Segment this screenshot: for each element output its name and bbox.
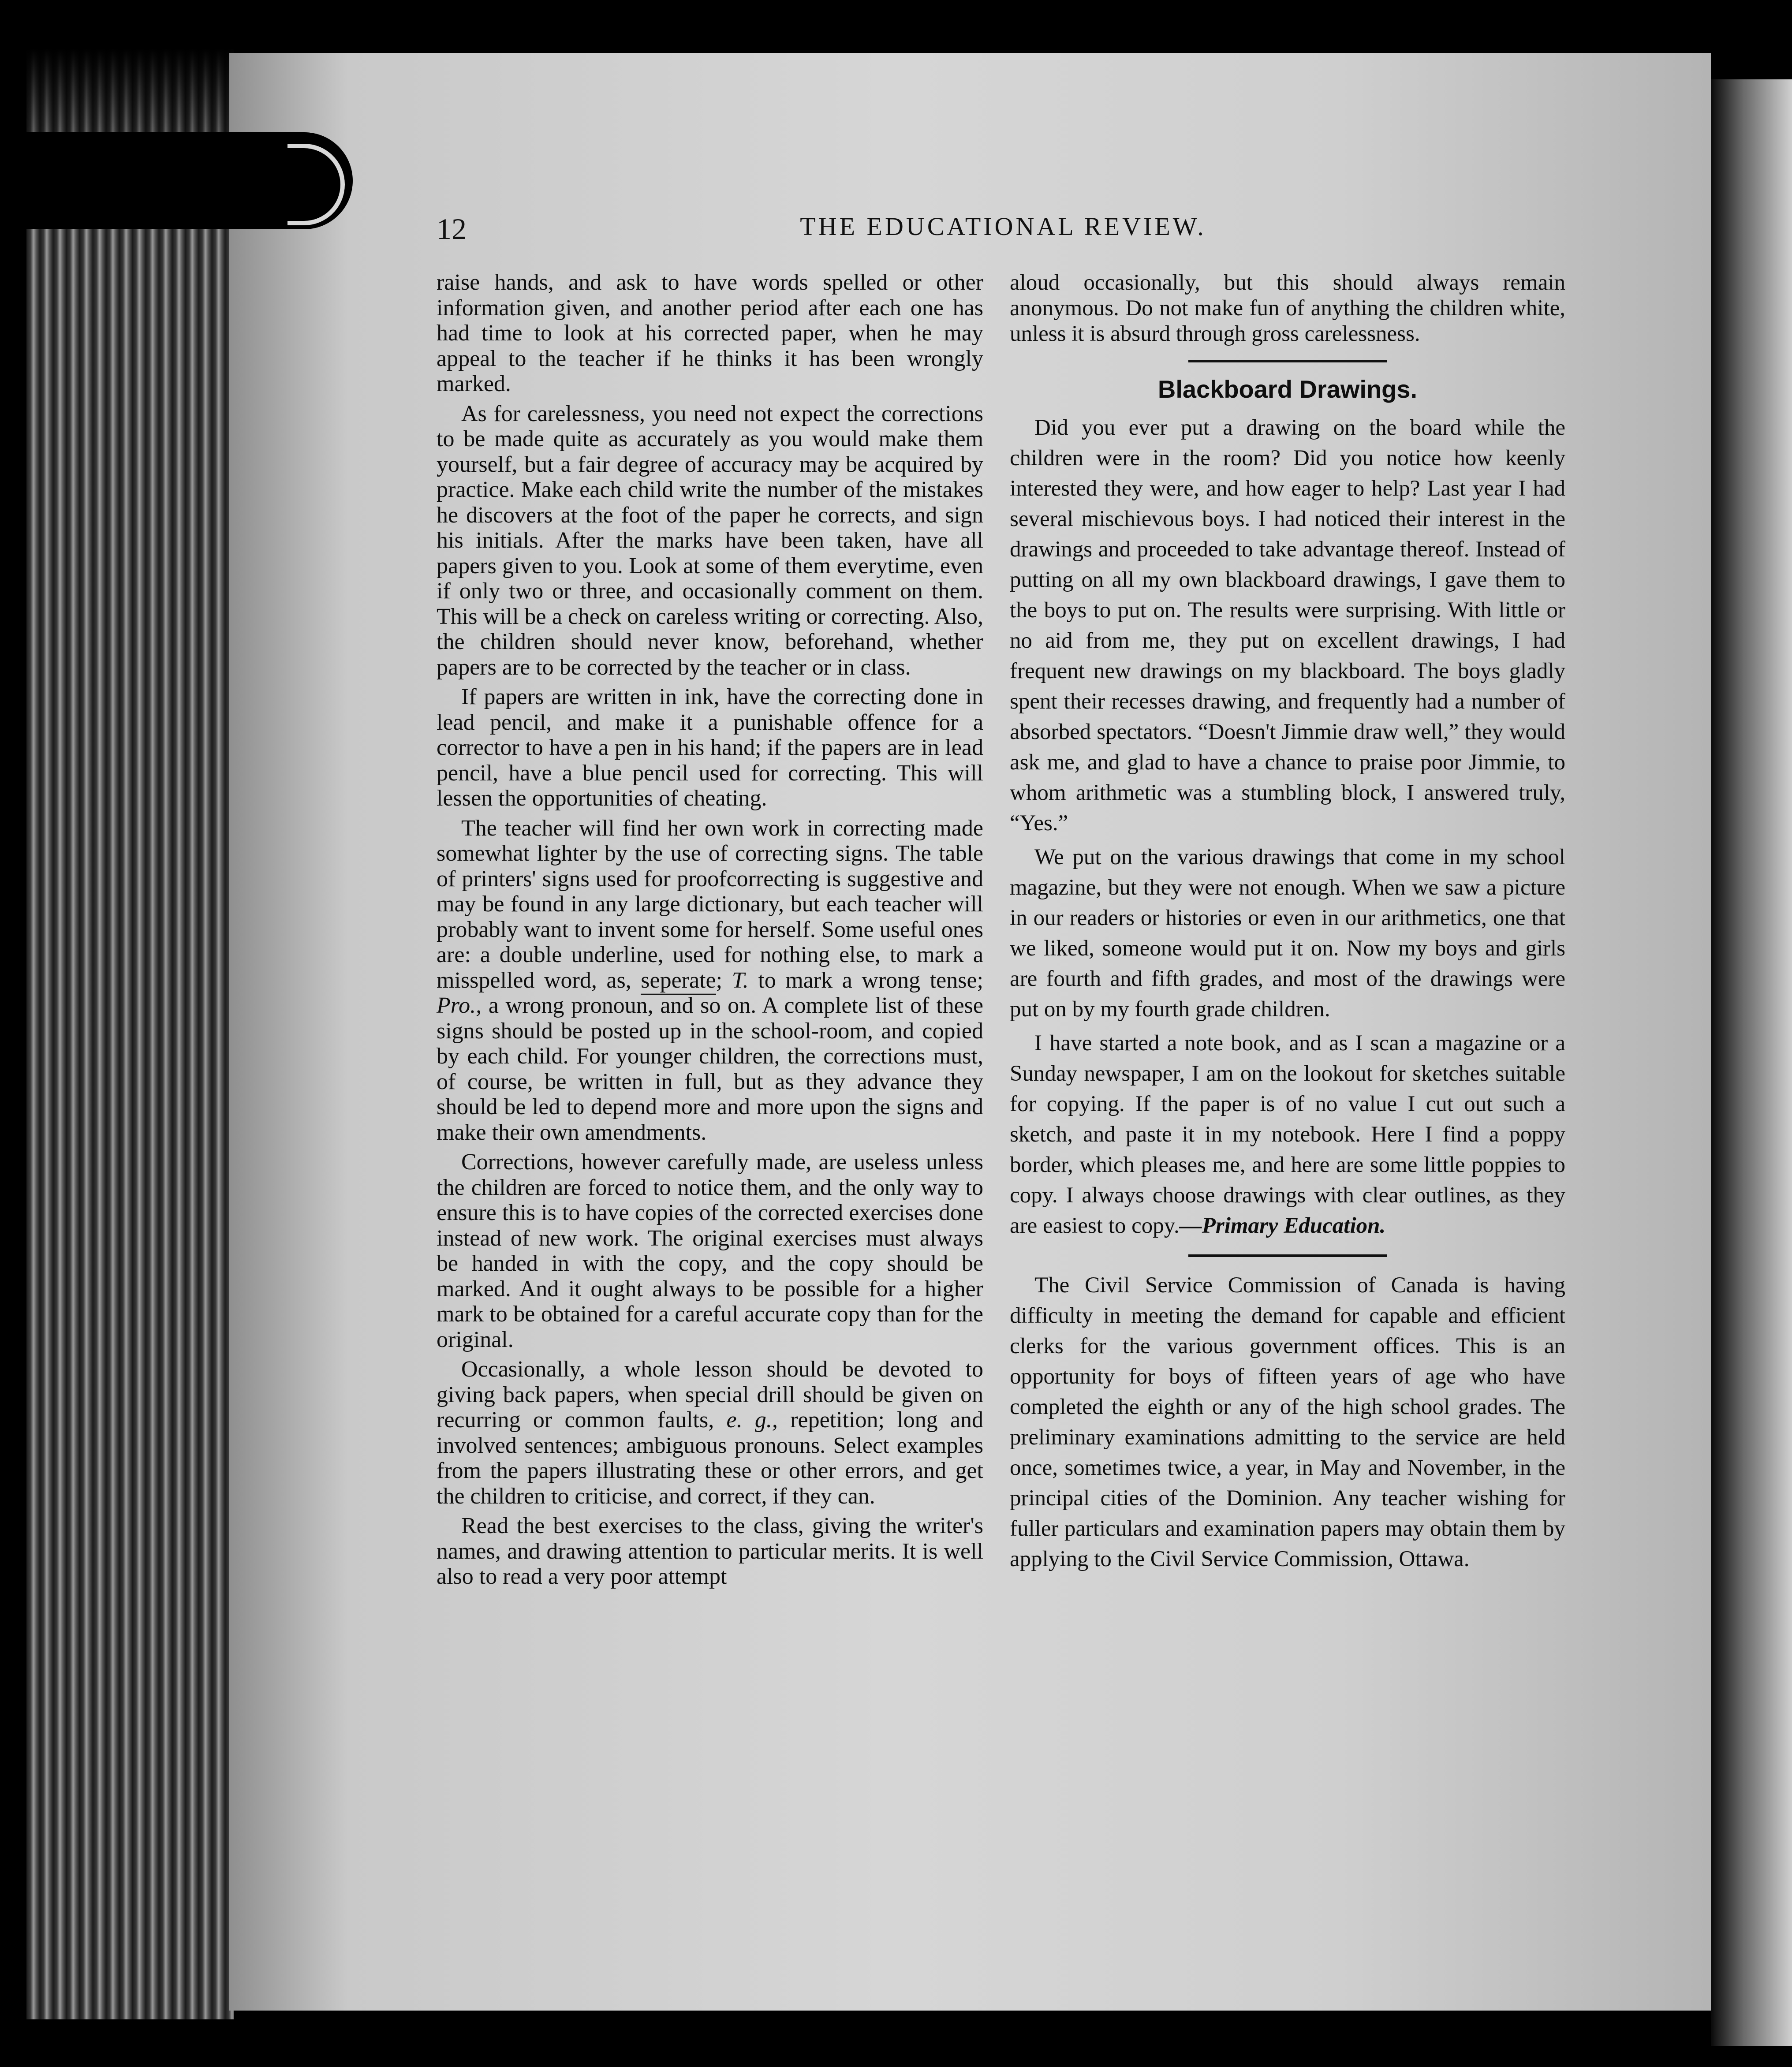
source-signature: —Primary Education.	[1179, 1213, 1386, 1238]
correcting-signs-paragraph	[437, 816, 983, 1145]
page-header	[437, 212, 1570, 247]
text: I have started a note book, and as I scan a magazine or a Sunday newspaper, I am on the lookout for sketches suitable for copying. If the paper is of no value I cut out such a sketch, and paste it in my notebook. Here I find a poppy border, which pleases me, and here are some little poppies to copy. I always choose drawings with clear outlines, as they are easiest to copy.	[1010, 1031, 1565, 1238]
text: The teacher will find her own work in correcting made somewhat lighter by the use of correcting signs. The table of printers' signs used for proofcorrecting is suggestive and may be found in any large dictionary, but each teacher will probably want to invent some for herself. Some useful ones are: a double underline, used for nothing else, to mark a misspelled word, as,	[437, 815, 983, 993]
section-title: Blackboard Drawings.	[1157, 375, 1418, 403]
section-divider	[1188, 1254, 1387, 1257]
page-number: 12	[437, 212, 467, 246]
text: a wrong pronoun, and so on. A complete list of these signs should be posted up in the school-room, and copied by each child. For younger children, the corrections must, of course, be written in full, but as they advance they should be led to depend more and more upon the signs and make their own amendments.	[437, 993, 983, 1145]
paragraph: Corrections, however carefully made, are useless unless the children are forced to notice them, and the only way to ensure this is to have copies of the corrected exercises done instead of new work. The original exercises must always be handed in with the copy, and the copy should be marked. And it ought always to be possible for a higher mark to be obtained for a careful accurate copy than for the original.	[437, 1149, 983, 1352]
paragraph: We put on the various drawings that come in my school magazine, but they were not enough. When we saw a picture in our readers or histories or even in our arithmetics, one that we liked, someone would put it on. Now my boys and girls are fourth and fifth grades, and most of the drawings were put on by my fourth grade children.	[1010, 845, 1565, 1022]
continued-paragraph: aloud occasionally, but this should always remain anonymous. Do not make fun of anything the children white, unless it is absurd through gross carelessness.	[1010, 270, 1565, 346]
running-title: THE EDUCATIONAL REVIEW.	[800, 212, 1206, 241]
book-page-edges	[26, 49, 234, 2019]
pronoun-sign: Pro.,	[437, 993, 482, 1018]
paragraph: Did you ever put a drawing on the board while the children were in the room? Did you notice how keenly interested they were, and how eager to help? Last year I had several mischievous boys. I had noticed their interest in the drawings and proceeded to take advantage thereof. Instead of putting on all my own blackboard drawings, I gave them to the boys to put on. The results were surprising. With little or no aid from me, they put on excellent drawings, I had frequent new drawings on my blackboard. The boys gladly spent their recesses drawing, and frequently had a number of absorbed spectators. “Doesn't Jimmie draw well,” they would ask me, and glad to have a chance to praise poor Jimmie, to whom arithmetic was a stumbling block, I answered truly, “Yes.”	[1010, 415, 1565, 836]
left-column	[437, 270, 983, 1589]
paragraph: raise hands, and ask to have words spelled or other information given, and another period after each one has had time to look at his corrected paper, when he may appeal to the teacher if he thinks it has been wrongly marked.	[437, 270, 983, 396]
eg-abbrev: e. g.,	[726, 1407, 778, 1433]
facing-page-edge	[1711, 79, 1792, 2046]
right-column	[1010, 270, 1565, 1575]
section-divider	[1188, 360, 1387, 362]
tense-sign: T.	[732, 967, 749, 993]
civil-service-paragraph: The Civil Service Commission of Canada is having difficulty in meeting the demand for capable and efficient clerks for the various government offices. This is an opportunity for boys of fifteen years of age who have completed the eighth or any of the high school grades. The preliminary examinations admitting to the service are held once, sometimes twice, a year, in May and November, in the principal cities of the Dominion. Any teacher wishing for fuller particulars and examination papers may obtain them by applying to the Civil Service Commission, Ottawa.	[1010, 1273, 1565, 1571]
text: ;	[716, 967, 732, 993]
text: to mark a wrong tense;	[748, 967, 984, 993]
thumb-holding-page	[0, 132, 353, 229]
text: Occasionally, a whole lesson should be devoted to giving back papers, when special drill should be given on recurring or common faults,	[437, 1357, 983, 1433]
paragraph: As for carelessness, you need not expect the corrections to be made quite as accurately as you would make them yourself, but a fair degree of accuracy may be acquired by practice. Make each child write the number of the mistakes he discovers at the foot of the paper he corrects, and sign his initials. After the marks have been taken, have all papers given to you. Look at some of them everytime, even if only two or three, and occasionally comment on them. This will be a check on careless writing or correcting. Also, the children should never know, beforehand, whether papers are to be corrected by the teacher or in class.	[437, 401, 983, 680]
paragraph: If papers are written in ink, have the correcting done in lead pencil, and make it a punishable offence for a corrector to have a pen in his hand; if the papers are in lead pencil, have a blue pencil used for correcting. This will lessen the opportunities of cheating.	[437, 684, 983, 811]
paragraph: Read the best exercises to the class, giving the writer's names, and drawing attention to particular merits. It is well also to read a very poor attempt	[437, 1513, 983, 1589]
misspelled-example: seperate	[641, 968, 716, 995]
notebook-paragraph	[1010, 1028, 1565, 1241]
text: repetition; long and involved sentences; ambiguous pronouns. Select examples from the papers illustrating these or other errors, and get the children to criticise, and correct, if they can.	[437, 1407, 983, 1509]
faults-paragraph	[437, 1357, 983, 1509]
